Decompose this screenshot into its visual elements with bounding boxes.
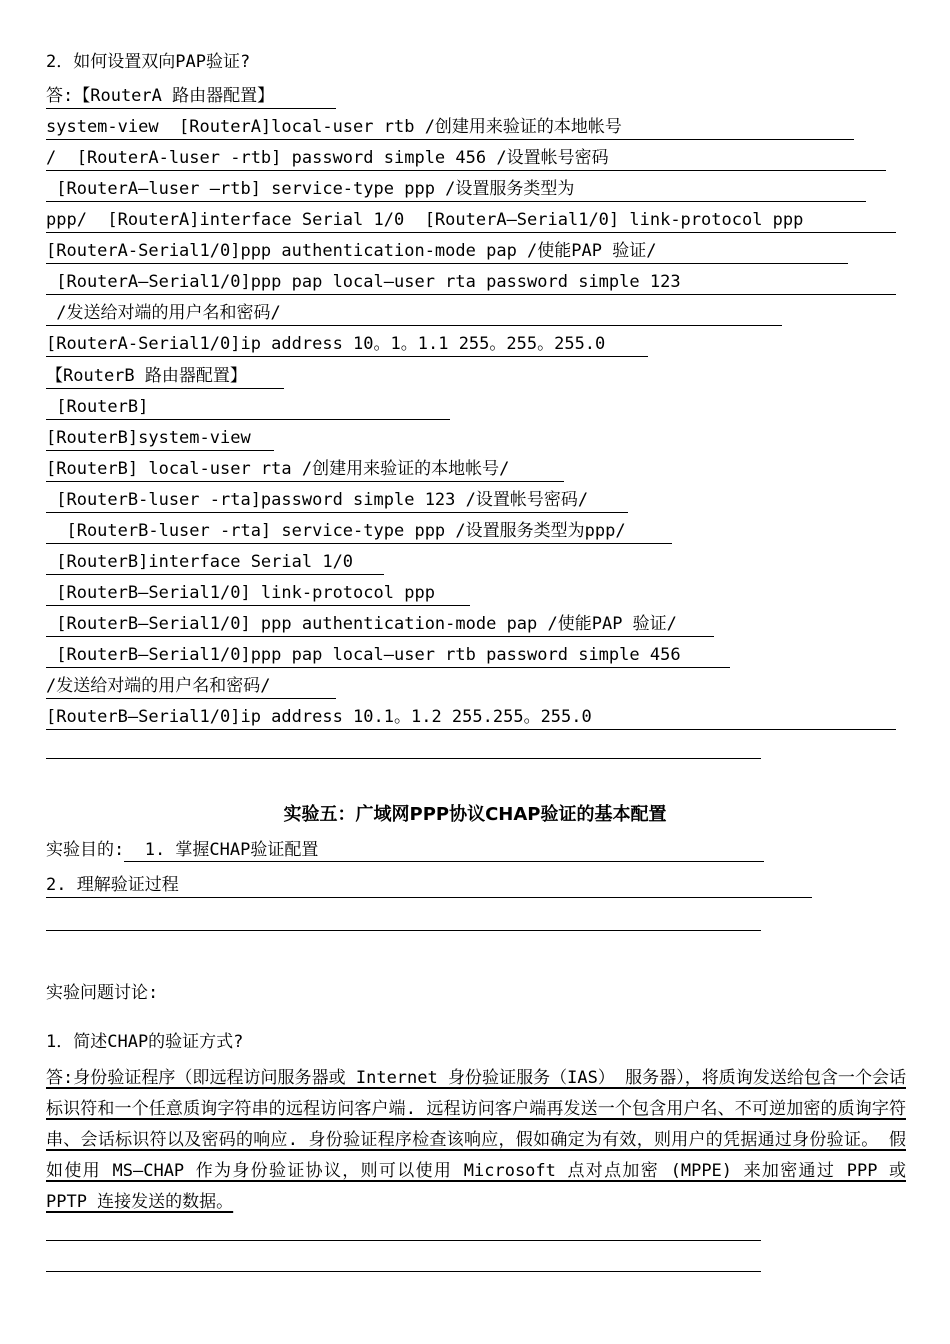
question-text: 1．简述CHAP的验证方式? [46, 1032, 244, 1052]
config-line: [RouterA-Serial1/0]ip address 10。1。1.1 255。255。255.0 [46, 332, 648, 357]
purpose-label: 实验目的: [46, 840, 125, 860]
blank-answer-line [46, 758, 761, 759]
config-line: [RouterB—Serial1/0]ip address 10.1。1.2 255.255。255.0 [46, 705, 896, 730]
purpose-item: 1. 掌握CHAP验证配置 [124, 838, 764, 862]
routera-config-heading: 答:【RouterA 路由器配置】 [46, 84, 336, 109]
question-title: 2．如何设置双向PAP验证? [46, 52, 251, 72]
config-line: [RouterB-luser -rta] service-type ppp /设置服务类型为ppp/ [46, 519, 672, 544]
blank-answer-line [46, 930, 761, 931]
config-line: [RouterB]interface Serial 1/0 [46, 550, 384, 575]
config-line: [RouterA—Serial1/0]ppp pap local—user rta password simple 123 [46, 270, 896, 295]
config-line: [RouterB—Serial1/0]ppp pap local—user rtb password simple 456 [46, 643, 730, 668]
routerb-config-heading: 【RouterB 路由器配置】 [46, 364, 284, 389]
config-line: / [RouterA-luser -rtb] password simple 456 /设置帐号密码 [46, 146, 886, 171]
config-line: [RouterB-luser -rta]password simple 123 /设置帐号密码/ [46, 488, 628, 513]
config-line: [RouterB] local-user rta /创建用来验证的本地帐号/ [46, 457, 564, 482]
discussion-label: 实验问题讨论: [46, 983, 159, 1003]
config-line: /发送给对端的用户名和密码/ [46, 301, 782, 326]
config-line: [RouterB—Serial1/0] link-protocol ppp [46, 581, 470, 606]
config-line: system-view [RouterA]local-user rtb /创建用来验证的本地帐号 [46, 115, 854, 140]
config-line: [RouterB]system-view [46, 426, 274, 451]
config-line: [RouterB] [46, 395, 450, 420]
blank-answer-line [46, 1240, 761, 1241]
config-line: [RouterB—Serial1/0] ppp authentication-mode pap /使能PAP 验证/ [46, 612, 714, 637]
answer-paragraph: 答:身份验证程序（即远程访问服务器或 Internet 身份验证服务（IAS） 服务器），将质询发送给包含一个会话标识符和一个任意质询字符串的远程访问客户端. 远程访问客户端再发送一个包含用户名、不可逆加密的质询字符串、会话标识符以及密码的响应. 身份验证程序检查该响应，假如确定为有效，则用户的凭据通过身份验证。 假如使用 MS—CHAP 作为身份验证协议，则可以使用 Microsoft 点对点加密 (MPPE) 来加密通过 PPP 或 PPTP 连接发送的数据。 [46, 1068, 906, 1212]
config-line: ppp/ [RouterA]interface Serial 1/0 [RouterA—Serial1/0] link-protocol ppp [46, 208, 896, 233]
blank-answer-line [46, 1271, 761, 1272]
config-line: [RouterA—luser —rtb] service-type ppp /设置服务类型为 [46, 177, 866, 202]
config-line: [RouterA-Serial1/0]ppp authentication-mode pap /使能PAP 验证/ [46, 239, 848, 264]
purpose-row [46, 838, 764, 862]
experiment-title: 实验五：广域网PPP协议CHAP验证的基本配置 [283, 804, 667, 825]
purpose-item: 2. 理解验证过程 [46, 873, 812, 898]
config-line: /发送给对端的用户名和密码/ [46, 674, 336, 699]
